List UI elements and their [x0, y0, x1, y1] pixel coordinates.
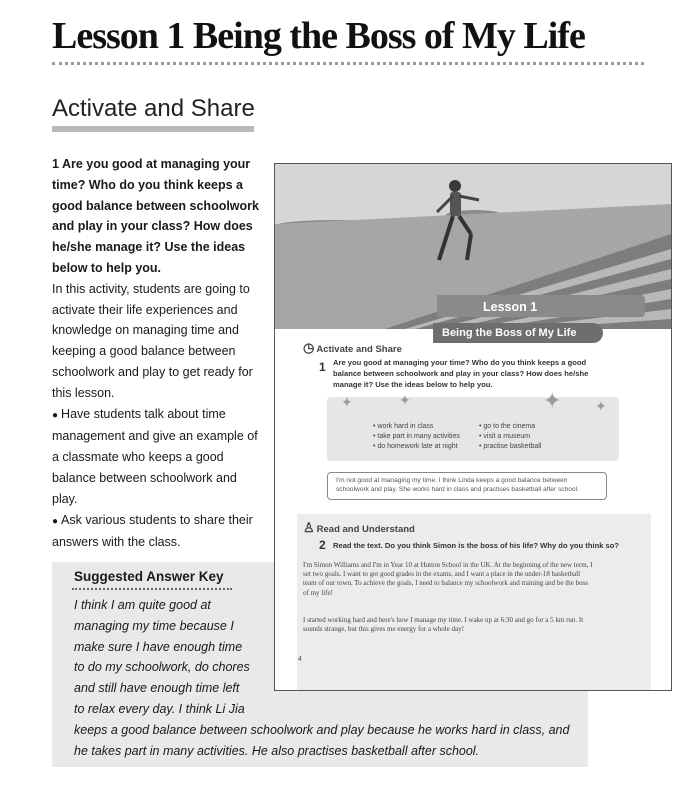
- lesson-title-badge-label: Being the Boss of My Life: [442, 327, 577, 339]
- answer-text-wide: keeps a good balance between schoolwork and play because he works hard in class, and he takes part in many activities. He also practises basketball after school.: [74, 722, 570, 758]
- read-section-label: [303, 520, 415, 536]
- bullet-text-2: Ask various students to share their answers with the class.: [52, 512, 253, 550]
- teacher-notes: [52, 154, 264, 553]
- sparkle-icon: ✦: [399, 392, 411, 408]
- ideas-list-1: [373, 422, 460, 452]
- activity-question: 1 Are you good at managing your time? Who do you think keeps a good balance between schoolwork and play in your class? How does he/she manage it? Use the ideas below to help you.: [52, 157, 259, 275]
- page-number: 4: [298, 656, 302, 663]
- reader-icon: ♙: [303, 520, 315, 535]
- lesson-badge-label: Lesson 1: [483, 300, 538, 314]
- idea-item: • practise basketball: [479, 443, 542, 450]
- idea-item: • do homework late at night: [373, 443, 458, 450]
- passage-paragraph-2: I started working hard and here's how I manage my time. I wake up at 6:30 and go for a 5 km run. It sounds strange, but this gives me energy for a whole day!: [303, 616, 584, 634]
- question-2-text: Read the text. Do you think Simon is the boss of his life? Why do you think so?: [333, 541, 620, 550]
- clock-icon: ◷: [303, 340, 315, 355]
- sparkle-icon: ✦: [341, 394, 353, 410]
- ideas-box: [327, 397, 619, 461]
- idea-item: • go to the cinema: [479, 423, 536, 430]
- bullet-text-1: Have students talk about time management and give an example of a classmate who keeps a good balance between schoolwork and play.: [52, 406, 258, 506]
- idea-item: • take part in many activities: [373, 433, 460, 440]
- activate-section-label: [303, 340, 402, 356]
- sparkle-icon: ✦: [543, 388, 562, 413]
- instruction-bullet-1: [52, 404, 264, 510]
- sparkle-icon: ✦: [595, 398, 607, 414]
- instruction-bullet-2: [52, 510, 264, 554]
- passage-paragraph-1: I'm Simon Williams and I'm in Year 10 at Hutton School in the UK. At the beginning of the new term, I set two goals. I want to get good grades in the exams, and I want a place in the under-18 basketball team of our town. To achieve the goals, I need to balance my schoolwork and training and be the boss of my life!: [303, 561, 593, 597]
- textbook-page: [274, 163, 672, 691]
- read-section-text: Read and Understand: [316, 524, 415, 535]
- question-2-number: 2: [319, 538, 326, 552]
- activity-intro: In this activity, students are going to activate their life experiences and knowledge on managing time and keeping a good balance between schoolwork and play to get ready for this lesson.: [52, 281, 253, 400]
- lesson-badge: [437, 295, 645, 317]
- question-1-number: 1: [319, 360, 326, 374]
- answer-key-divider: [72, 588, 232, 590]
- section-heading: Activate and Share: [52, 95, 255, 122]
- activate-section-text: Activate and Share: [316, 344, 402, 355]
- title-divider: [52, 62, 644, 66]
- question-1-text: Are you good at managing your time? Who do you think keeps a good balance between schoolwork and play in your class? How does he/she manage it? Use the ideas below to help you.: [333, 358, 589, 389]
- section-underline: [52, 126, 254, 132]
- idea-item: • visit a museum: [479, 433, 531, 440]
- lesson-title: Lesson 1 Being the Boss of My Life: [52, 15, 585, 57]
- answer-text-narrow: I think I am quite good at managing my time because I make sure I have enough time to do my schoolwork, do chores and still have enough time left to relax every day. I think Li Jia: [74, 598, 250, 716]
- answer-key-title: Suggested Answer Key: [74, 569, 224, 584]
- idea-item: • work hard in class: [373, 423, 434, 430]
- example-speech-bubble: I'm not good at managing my time. I think Linda keeps a good balance between schoolwork and play. She works hard in class and practises basketball after school.: [327, 472, 607, 500]
- ideas-list-2: [479, 422, 541, 452]
